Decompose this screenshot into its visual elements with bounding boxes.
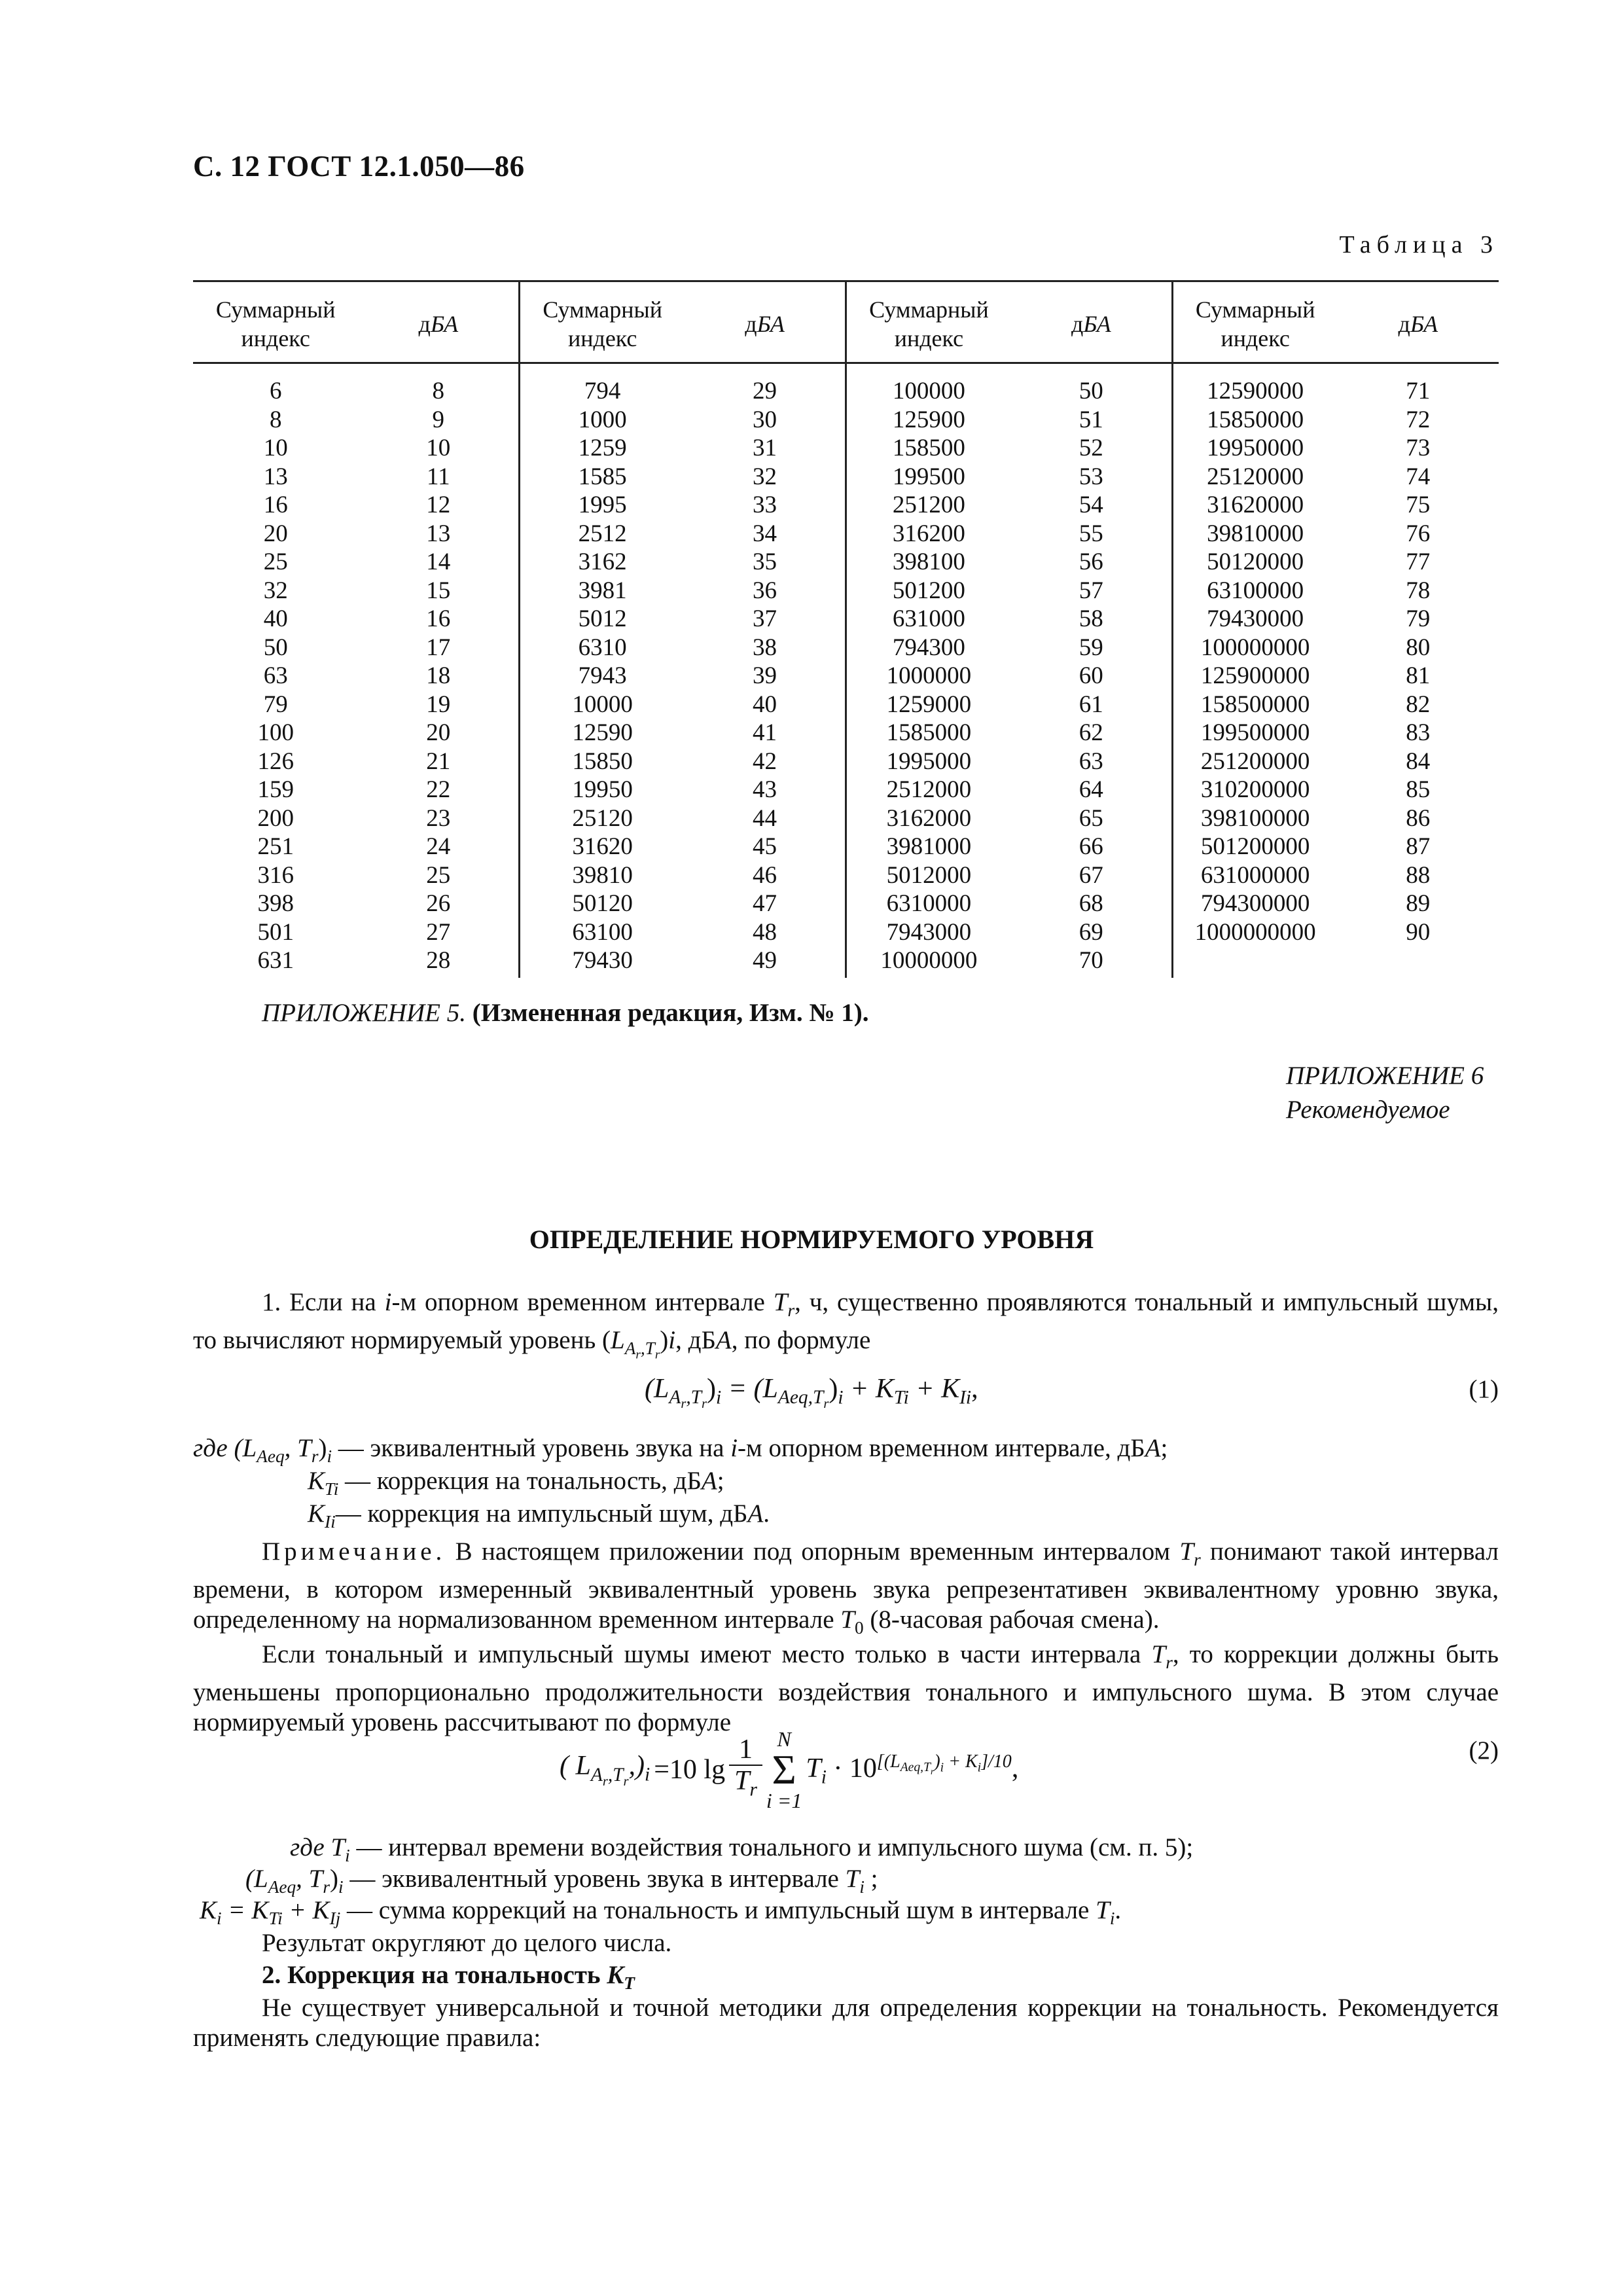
cell-dba: 77 bbox=[1406, 548, 1431, 575]
cell-summary-index bbox=[1172, 946, 1337, 978]
cell-dba: 46 bbox=[685, 861, 846, 890]
cell-dba: 86 bbox=[1406, 804, 1431, 832]
cell-summary-index: 39810000 bbox=[1207, 520, 1304, 547]
cell-dba: 33 bbox=[685, 491, 846, 520]
table-row bbox=[193, 520, 1499, 548]
table-row bbox=[193, 861, 1499, 890]
table-row bbox=[193, 918, 1499, 947]
formula-2: ( $L_{A_r,T_r},)_i$ =10 lg 1 $T_r$ N Σ i =1 $T_i \cdot 10^{[(L_{Aeq,T_r})_i + K_i]/10}$, bbox=[560, 1727, 1019, 1812]
cell-dba: 48 bbox=[685, 918, 846, 947]
cell-summary-index: 1585 bbox=[578, 463, 627, 490]
cell-dba: 8 bbox=[358, 363, 519, 406]
cell-dba: 85 bbox=[1406, 776, 1431, 803]
cell-summary-index: 501 bbox=[257, 918, 294, 946]
equation-number-2: (2) bbox=[1469, 1736, 1499, 1765]
cell-summary-index: 794300 bbox=[892, 634, 965, 661]
cell-dba: 72 bbox=[1406, 406, 1431, 433]
cell-summary-index: 1995000 bbox=[886, 747, 972, 775]
cell-dba: 50 bbox=[1011, 363, 1172, 406]
cell-dba: 22 bbox=[358, 776, 519, 804]
cell-dba: 29 bbox=[685, 363, 846, 406]
cell-dba: 69 bbox=[1011, 918, 1172, 947]
cell-summary-index: 159 bbox=[257, 776, 294, 803]
cell-summary-index: 10 bbox=[263, 435, 288, 461]
cell-summary-index: 1000 bbox=[578, 406, 627, 433]
paragraph-2: Если тональный и импульсный шумы имеют место только в части интервала $T_r$, то коррекции должны быть уменьшены пропорционально продолжительности воздействия тонального и импульсного шума. В этом случае нормируемый уровень рассчитывают по формуле bbox=[193, 1640, 1499, 1736]
cell-dba: 27 bbox=[358, 918, 519, 947]
cell-summary-index: 2512000 bbox=[886, 776, 972, 803]
cell-summary-index: 3981 bbox=[578, 577, 627, 604]
cell-summary-index: 7943000 bbox=[886, 918, 972, 946]
cell-dba: 31 bbox=[685, 434, 846, 463]
cell-summary-index: 40 bbox=[263, 605, 288, 632]
cell-dba: 34 bbox=[685, 520, 846, 548]
where-line-2: $K_{Ti}$ — коррекция на тональность, дБA; bbox=[308, 1467, 724, 1499]
table-row bbox=[193, 747, 1499, 776]
cell-summary-index: 398 bbox=[257, 890, 294, 917]
cell-summary-index: 15850000 bbox=[1207, 406, 1304, 433]
cell-summary-index: 63100000 bbox=[1207, 577, 1304, 604]
cell-dba: 19 bbox=[358, 691, 519, 719]
where-line-1: где ($L_{Aeq}$, $T_r)_i$ — эквивалентный уровень звука на i-м опорном временном интервале, дБA; bbox=[193, 1434, 1168, 1466]
cell-dba: 47 bbox=[685, 889, 846, 918]
where2-line-1: где $T_i$ — интервал времени воздействия тонального и импульсного шума (см. п. 5); bbox=[290, 1833, 1194, 1865]
cell-dba: 87 bbox=[1406, 833, 1431, 860]
cell-summary-index: 12590000 bbox=[1207, 378, 1304, 404]
table-row bbox=[193, 691, 1499, 719]
cell-dba: 65 bbox=[1011, 804, 1172, 833]
table-row bbox=[193, 804, 1499, 833]
index-to-dba-table bbox=[193, 280, 1499, 978]
cell-summary-index: 3162 bbox=[578, 548, 627, 575]
appendix5-text: (Измененная редакция, Изм. № 1). bbox=[472, 999, 869, 1027]
cell-summary-index: 398100000 bbox=[1200, 804, 1310, 832]
cell-dba: 60 bbox=[1011, 662, 1172, 691]
cell-summary-index: 1585000 bbox=[886, 719, 972, 746]
cell-summary-index: 316200 bbox=[892, 520, 965, 547]
cell-dba: 75 bbox=[1406, 492, 1431, 518]
cell-dba: 73 bbox=[1406, 435, 1431, 461]
cell-dba: 16 bbox=[358, 605, 519, 634]
section-title: ОПРЕДЕЛЕНИЕ НОРМИРУЕМОГО УРОВНЯ bbox=[529, 1225, 1094, 1254]
header-dba: дБА bbox=[1011, 281, 1172, 363]
cell-summary-index: 125900 bbox=[892, 406, 965, 433]
cell-dba: 36 bbox=[685, 577, 846, 605]
cell-dba: 58 bbox=[1011, 605, 1172, 634]
cell-summary-index: 6310 bbox=[578, 634, 627, 661]
cell-dba: 9 bbox=[358, 406, 519, 435]
cell-summary-index: 10000000 bbox=[880, 947, 978, 974]
cell-summary-index: 631 bbox=[257, 947, 294, 974]
cell-summary-index: 310200000 bbox=[1200, 776, 1310, 803]
cell-dba: 70 bbox=[1011, 946, 1172, 978]
cell-dba: 15 bbox=[358, 577, 519, 605]
cell-dba: 43 bbox=[685, 776, 846, 804]
cell-dba: 57 bbox=[1011, 577, 1172, 605]
cell-summary-index: 79 bbox=[263, 691, 288, 718]
cell-summary-index: 125900000 bbox=[1200, 662, 1310, 689]
formula-1: $(L_{A_r,T_r})_i = (L_{Aeq,T_r})_i + K_{Ti} + K_{Ii}$, bbox=[645, 1374, 978, 1412]
table-row bbox=[193, 491, 1499, 520]
appendix6-status: Рекомендуемое bbox=[1286, 1096, 1450, 1124]
cell-dba: 54 bbox=[1011, 491, 1172, 520]
cell-dba: 88 bbox=[1406, 861, 1431, 889]
cell-summary-index: 31620000 bbox=[1207, 492, 1304, 518]
cell-dba: 63 bbox=[1011, 747, 1172, 776]
cell-summary-index: 8 bbox=[269, 406, 282, 433]
table-row bbox=[193, 406, 1499, 435]
cell-summary-index: 5012000 bbox=[886, 861, 972, 889]
cell-summary-index: 794 bbox=[584, 378, 621, 404]
cell-dba: 67 bbox=[1011, 861, 1172, 890]
cell-dba: 84 bbox=[1406, 747, 1431, 775]
cell-summary-index: 63 bbox=[263, 662, 288, 689]
table-row bbox=[193, 889, 1499, 918]
cell-summary-index: 5012 bbox=[578, 605, 627, 632]
table-row bbox=[193, 662, 1499, 691]
cell-summary-index: 1259 bbox=[578, 435, 627, 461]
cell-dba: 81 bbox=[1406, 662, 1431, 689]
appendix5-label: ПРИЛОЖЕНИЕ 5. bbox=[262, 999, 466, 1027]
cell-summary-index: 50 bbox=[263, 634, 288, 661]
cell-summary-index: 12590 bbox=[572, 719, 633, 746]
cell-summary-index: 126 bbox=[257, 747, 294, 775]
appendix6-label: ПРИЛОЖЕНИЕ 6 bbox=[1286, 1062, 1484, 1090]
header-dba: дБА bbox=[685, 281, 846, 363]
cell-summary-index: 794300000 bbox=[1200, 890, 1310, 917]
cell-summary-index: 199500000 bbox=[1200, 719, 1310, 746]
cell-dba: 55 bbox=[1011, 520, 1172, 548]
cell-dba: 23 bbox=[358, 804, 519, 833]
cell-summary-index: 316 bbox=[257, 861, 294, 889]
cell-summary-index: 31620 bbox=[572, 833, 633, 860]
cell-dba: 66 bbox=[1011, 833, 1172, 861]
cell-summary-index: 50120000 bbox=[1207, 548, 1304, 575]
cell-dba: 39 bbox=[685, 662, 846, 691]
cell-summary-index: 25120000 bbox=[1207, 463, 1304, 490]
cell-dba: 42 bbox=[685, 747, 846, 776]
cell-dba: 37 bbox=[685, 605, 846, 634]
table-caption: Таблица 3 bbox=[1339, 231, 1499, 259]
cell-dba: 26 bbox=[358, 889, 519, 918]
cell-dba: 68 bbox=[1011, 889, 1172, 918]
cell-dba bbox=[1338, 946, 1499, 978]
table-row bbox=[193, 434, 1499, 463]
cell-summary-index: 25 bbox=[263, 548, 288, 575]
appendix5-note bbox=[262, 998, 869, 1028]
cell-dba: 17 bbox=[358, 634, 519, 662]
cell-dba: 18 bbox=[358, 662, 519, 691]
cell-dba: 74 bbox=[1406, 463, 1431, 490]
cell-summary-index: 1000000 bbox=[886, 662, 972, 689]
cell-dba: 45 bbox=[685, 833, 846, 861]
cell-dba: 41 bbox=[685, 719, 846, 747]
cell-dba: 25 bbox=[358, 861, 519, 890]
header-summary-index: Суммарный индекс bbox=[1172, 281, 1337, 363]
cell-summary-index: 50120 bbox=[572, 890, 633, 917]
cell-summary-index: 79430 bbox=[572, 947, 633, 974]
cell-summary-index: 631000000 bbox=[1200, 861, 1310, 889]
cell-dba: 21 bbox=[358, 747, 519, 776]
note-paragraph: Примечание. В настоящем приложении под опорным временным интервалом $T_r$ понимают такой интервал времени, в котором измеренный эквивалентный уровень звука репрезентативен эквивалентному уровню звука, определенному на нормализованном временном интервале $T_0$ (8-часовая рабочая смена). bbox=[193, 1537, 1499, 1638]
cell-dba: 30 bbox=[685, 406, 846, 435]
cell-dba: 10 bbox=[358, 434, 519, 463]
cell-summary-index: 16 bbox=[263, 492, 288, 518]
table-row bbox=[193, 776, 1499, 804]
cell-summary-index: 10000 bbox=[572, 691, 633, 718]
cell-dba: 61 bbox=[1011, 691, 1172, 719]
cell-summary-index: 3162000 bbox=[886, 804, 972, 832]
cell-dba: 11 bbox=[358, 463, 519, 492]
cell-summary-index: 501200000 bbox=[1200, 833, 1310, 860]
cell-dba: 78 bbox=[1406, 577, 1431, 604]
paragraph-3: Не существует универсальной и точной методики для определения коррекции на тональность. Рекомендуется применять следующие правила: bbox=[193, 1994, 1499, 2052]
cell-dba: 40 bbox=[685, 691, 846, 719]
cell-dba: 14 bbox=[358, 548, 519, 577]
cell-summary-index: 1000000000 bbox=[1194, 918, 1316, 946]
cell-dba: 76 bbox=[1406, 520, 1431, 547]
cell-dba: 89 bbox=[1406, 890, 1431, 917]
cell-summary-index: 251200 bbox=[892, 492, 965, 518]
cell-dba: 28 bbox=[358, 946, 519, 978]
cell-summary-index: 199500 bbox=[892, 463, 965, 490]
table-row bbox=[193, 605, 1499, 634]
cell-dba: 79 bbox=[1406, 605, 1431, 632]
table-row bbox=[193, 363, 1499, 406]
cell-dba: 32 bbox=[685, 463, 846, 492]
appendix6-block bbox=[1286, 1059, 1484, 1127]
page-header: С. 12 ГОСТ 12.1.050—86 bbox=[193, 150, 525, 183]
header-dba: дБА bbox=[358, 281, 519, 363]
cell-summary-index: 63100 bbox=[572, 918, 633, 946]
section-2-heading: 2. Коррекция на тональность $K_T$ bbox=[262, 1961, 635, 1993]
cell-dba: 49 bbox=[685, 946, 846, 978]
paragraph-1: 1. Если на i-м опорном временном интервале $T_r$, ч, существенно проявляются тональный и импульсный шумы, то вычисляют нормируемый уровень $(L_{A_r,T_r})i$, дБA, по формуле bbox=[193, 1288, 1499, 1362]
cell-summary-index: 3981000 bbox=[886, 833, 972, 860]
table-header-row bbox=[193, 281, 1499, 363]
table-row bbox=[193, 463, 1499, 492]
cell-summary-index: 15850 bbox=[572, 747, 633, 775]
cell-summary-index: 631000 bbox=[892, 605, 965, 632]
cell-summary-index: 501200 bbox=[892, 577, 965, 604]
cell-dba: 51 bbox=[1011, 406, 1172, 435]
cell-dba: 80 bbox=[1406, 634, 1431, 661]
cell-summary-index: 6310000 bbox=[886, 890, 972, 917]
cell-summary-index: 1995 bbox=[578, 492, 627, 518]
where2-line-2: ($L_{Aeq}$, $T_r)_i$ — эквивалентный уровень звука в интервале $T_i$ ; bbox=[245, 1865, 878, 1897]
cell-summary-index: 25120 bbox=[572, 804, 633, 832]
cell-dba: 56 bbox=[1011, 548, 1172, 577]
cell-dba: 13 bbox=[358, 520, 519, 548]
cell-dba: 62 bbox=[1011, 719, 1172, 747]
cell-summary-index: 39810 bbox=[572, 861, 633, 889]
cell-summary-index: 7943 bbox=[578, 662, 627, 689]
cell-summary-index: 6 bbox=[269, 378, 282, 404]
cell-summary-index: 13 bbox=[263, 463, 288, 490]
cell-summary-index: 251200000 bbox=[1200, 747, 1310, 775]
table-row bbox=[193, 577, 1499, 605]
header-summary-index: Суммарный индекс bbox=[846, 281, 1010, 363]
cell-summary-index: 100000000 bbox=[1200, 634, 1310, 661]
equation-number-1: (1) bbox=[1469, 1375, 1499, 1403]
header-summary-index: Суммарный индекс bbox=[520, 281, 685, 363]
cell-dba: 71 bbox=[1406, 378, 1431, 404]
cell-dba: 52 bbox=[1011, 434, 1172, 463]
table-row bbox=[193, 833, 1499, 861]
cell-summary-index: 200 bbox=[257, 804, 294, 832]
table-row bbox=[193, 548, 1499, 577]
cell-summary-index: 2512 bbox=[578, 520, 627, 547]
cell-summary-index: 79430000 bbox=[1207, 605, 1304, 632]
cell-dba: 83 bbox=[1406, 719, 1431, 746]
table-row bbox=[193, 946, 1499, 978]
cell-summary-index: 100 bbox=[257, 719, 294, 746]
cell-summary-index: 158500 bbox=[892, 435, 965, 461]
cell-dba: 20 bbox=[358, 719, 519, 747]
where2-line-4: Результат округляют до целого числа. bbox=[262, 1929, 672, 1957]
header-summary-index: Суммарный индекс bbox=[193, 281, 358, 363]
cell-summary-index: 19950000 bbox=[1207, 435, 1304, 461]
cell-dba: 35 bbox=[685, 548, 846, 577]
cell-summary-index: 251 bbox=[257, 833, 294, 860]
cell-summary-index: 158500000 bbox=[1200, 691, 1310, 718]
cell-summary-index: 19950 bbox=[572, 776, 633, 803]
cell-dba: 12 bbox=[358, 491, 519, 520]
where-line-3: $K_{Ii}—$ коррекция на импульсный шум, дБA. bbox=[308, 1499, 770, 1532]
cell-dba: 38 bbox=[685, 634, 846, 662]
table-row bbox=[193, 634, 1499, 662]
cell-dba: 59 bbox=[1011, 634, 1172, 662]
cell-summary-index: 20 bbox=[263, 520, 288, 547]
header-dba: дБА bbox=[1338, 281, 1499, 363]
table-row bbox=[193, 719, 1499, 747]
cell-dba: 44 bbox=[685, 804, 846, 833]
where2-line-3: $K_i = K_{Ti} + K_{Ij}$ — сумма коррекций на тональность и импульсный шум в интервале $T_i$. bbox=[200, 1896, 1122, 1928]
cell-dba: 90 bbox=[1406, 918, 1431, 946]
cell-dba: 53 bbox=[1011, 463, 1172, 492]
cell-dba: 24 bbox=[358, 833, 519, 861]
cell-summary-index: 32 bbox=[263, 577, 288, 604]
cell-summary-index: 1259000 bbox=[886, 691, 972, 718]
cell-summary-index: 398100 bbox=[892, 548, 965, 575]
cell-summary-index: 100000 bbox=[892, 378, 965, 404]
cell-dba: 64 bbox=[1011, 776, 1172, 804]
cell-dba: 82 bbox=[1406, 691, 1431, 718]
